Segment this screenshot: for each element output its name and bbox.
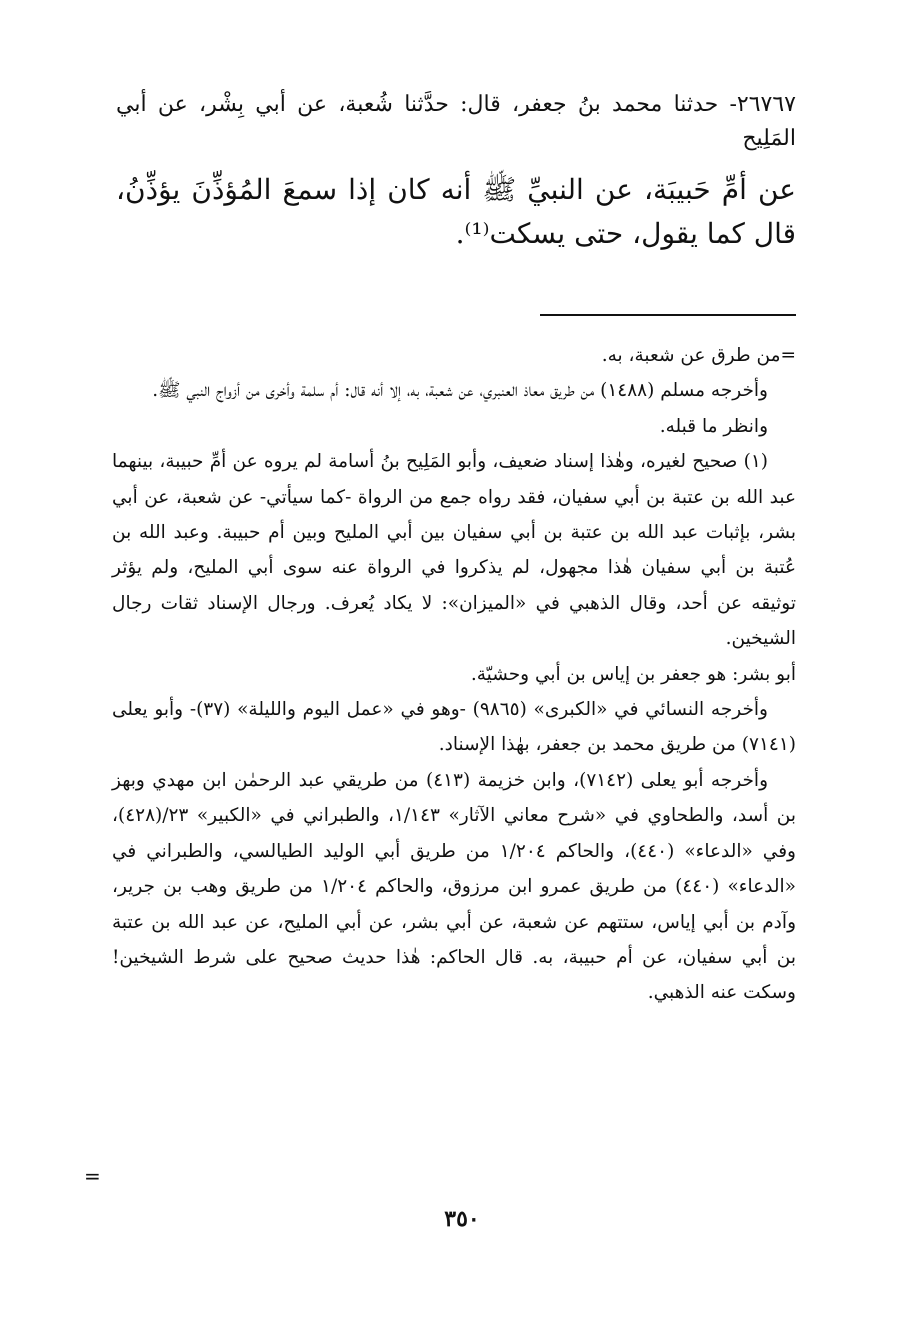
- footnote-separator: [540, 314, 796, 316]
- footnote-paragraph: وأخرجه أبو يعلى (٧١٤٢)، وابن خزيمة (٤١٣) من طريقي عبد الرحمٰن ابن مهدي وبهز بن أسد، والطحاوي في «شرح معاني الآثار» ١/١٤٣، والطبراني في «الكبير» ٢٣/(٤٢٨)، وفي «الدعاء» (٤٤٠)، والحاكم ١/٢٠٤ من طريق أبي الوليد الطيالسي، والطبراني في «الدعاء» (٤٤٠) من طريق عمرو ابن مرزوق، والحاكم ١/٢٠٤ من طريق وهب بن جرير، وآدم بن أبي إياس، ستتهم عن شعبة، عن أبي بشر، عن أبي المليح، عن عبد الله بن عتبة بن أبي سفيان، عن أم حبيبة، به. قال الحاكم: هٰذا حديث صحيح على شرط الشيخين! وسكت عنه الذهبي.: [112, 769, 796, 1004]
- hadith-isnad: ٢٦٧٦٧- حدثنا محمد بنُ جعفر، قال: حدَّثنا شُعبة، عن أبي بِشْر، عن أبي المَلِيح: [116, 92, 796, 152]
- footnote-paragraph: (١) صحيح لغيره، وهٰذا إسناد ضعيف، وأبو المَلِيح بنُ أسامة لم يروه عن أمِّ حبيبة، بينهما عبد الله بن عتبة بن أبي سفيان، فقد رواه جمع من الرواة -كما سيأتي- عن شعبة، عن أبي بشر، بإثبات عبد الله بن عتبة بن أبي سفيان بين أبي المليح وبين أم حبيبة. وعبد الله بن عُتبة بن أبي سفيان هٰذا مجهول، لم يذكروا في الرواة عنه سوى أبي المليح، ولم يؤثر توثيقه عن أحد، وقال الذهبي في «الميزان»: لا يكاد يُعرف. ورجال الإسناد ثقات رجال الشيخين.: [112, 451, 797, 650]
- continuation-mark: =: [84, 1164, 101, 1188]
- footnote-continuation: =من طرق عن شعبة، به.: [601, 345, 796, 366]
- footnote-paragraph: وأخرجه مسلم (١٤٨٨) من طريق معاذ العنبري، عن شعبة، به، إلا أنه قال: أم سلمة وأخرى من أزواج النبي ﷺ.: [152, 380, 768, 402]
- footnote-paragraph: وانظر ما قبله.: [659, 415, 768, 437]
- footnote-paragraph: أبو بشر: هو جعفر بن إياس بن أبي وحشيّة.: [470, 663, 796, 685]
- footnotes-section: [112, 338, 796, 1011]
- page-number: ٣٥٠: [444, 1206, 480, 1232]
- hadith-main-text: [116, 88, 796, 255]
- hadith-matn: عن أمِّ حَبيبَة، عن النبيِّ ﷺ أنه كان إذا سمعَ المُؤذِّنَ يؤذِّنُ، قال كما يقول، حتى يسكت⁽¹⁾.: [116, 173, 796, 250]
- footnote-paragraph: وأخرجه النسائي في «الكبرى» (٩٨٦٥) -وهو في «عمل اليوم والليلة» (٣٧)- وأبو يعلى (٧١٤١) من طريق محمد بن جعفر، بهٰذا الإسناد.: [112, 699, 796, 756]
